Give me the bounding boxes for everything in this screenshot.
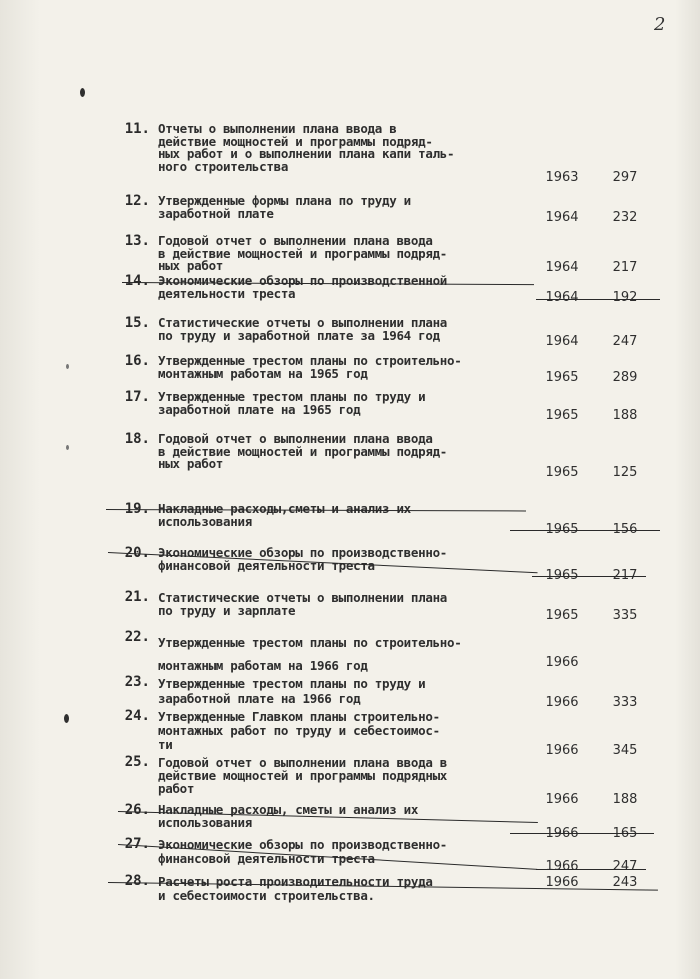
entry-title-line: Накладные расходы,сметы и анализ их (158, 501, 411, 516)
entry-title-line: Утвержденные трестом планы по строительно- (158, 353, 462, 368)
entry-title-line: Экономические обзоры по производственно- (158, 837, 448, 852)
entry-sheet-count: 156 (612, 522, 638, 537)
entry-sheet-count: 247 (612, 859, 638, 874)
entry-title-line: Отчеты о выполнении плана ввода в (158, 121, 397, 136)
entry (0, 590, 700, 626)
entry-year: 1965 (545, 465, 579, 480)
entry-sheet-count: 232 (612, 210, 638, 225)
entry-title-line: ного строительства (158, 158, 289, 174)
entry (0, 354, 700, 390)
entry-title (158, 676, 528, 706)
entry (0, 390, 700, 426)
entry (0, 874, 700, 914)
entry-number: 20. (124, 545, 150, 561)
entry-sheet-count: 243 (612, 875, 638, 890)
entry (0, 316, 700, 352)
entry-title (158, 433, 528, 471)
entry-year: 1966 (545, 875, 579, 890)
entry-title (158, 631, 528, 677)
entry-title (158, 123, 528, 173)
entry-number: 11. (124, 121, 150, 137)
entry-title-line: использования (158, 814, 252, 830)
entry-title-line: по труду и заработной плате за 1964 год (158, 327, 440, 343)
entry-year: 1965 (545, 370, 579, 385)
entry-number: 16. (124, 353, 150, 369)
entry-year: 1963 (545, 170, 579, 185)
entry-title-line: Утвержденные трестом планы по труду и (158, 676, 426, 691)
entry (0, 755, 700, 805)
entry (0, 122, 700, 192)
entry-number: 18. (124, 431, 150, 447)
entry-year: 1965 (545, 408, 579, 423)
entry-year: 1964 (545, 210, 579, 225)
entry-year: 1965 (545, 568, 579, 583)
strikethrough-line (532, 576, 646, 577)
entry-title-line: ных работ и о выполнении плана капи таль- (158, 146, 455, 162)
entry-year: 1964 (545, 290, 579, 305)
entry-title-line: заработной плате на 1966 год (158, 691, 361, 706)
entry-year: 1966 (545, 655, 579, 670)
entry-title (158, 875, 528, 903)
entry (0, 802, 700, 841)
entry-title-line: заработной плате (158, 205, 274, 221)
entry (0, 274, 700, 310)
entry-title (158, 838, 528, 866)
entry-title-line: ных работ (158, 456, 224, 472)
entry-title-line: в действие мощностей и программы подряд- (158, 245, 448, 261)
entry-number: 17. (124, 389, 150, 405)
entry-number: 27. (124, 836, 150, 852)
entry-title-line: и себестоимости строительства. (158, 888, 375, 903)
entry-year: 1964 (545, 334, 579, 349)
strikethrough-line (510, 833, 654, 834)
entry-number: 28. (124, 873, 150, 889)
entry-title-line: ти (158, 737, 173, 752)
entry-number: 13. (124, 233, 150, 249)
entry-year: 1966 (545, 695, 579, 710)
entry-sheet-count: 335 (612, 608, 638, 623)
entry (0, 432, 700, 488)
entry-title-line: монтажным работам на 1965 год (158, 365, 368, 381)
entry (0, 837, 700, 873)
entry-sheet-count: 345 (612, 743, 638, 758)
entry-title-line: Накладные расходы, сметы и анализ их (158, 802, 419, 817)
entry-title-line: Статистические отчеты о выполнении плана (158, 590, 448, 605)
entry (0, 675, 700, 711)
entry-sheet-count: 125 (612, 465, 638, 480)
entry-title-line: Статистические отчеты о выполнении плана (158, 315, 448, 330)
entry-sheet-count: 188 (612, 792, 638, 807)
entry-title-line: по труду и зарплате (158, 602, 296, 618)
entry-number: 21. (124, 589, 150, 605)
strikethrough-line (536, 299, 660, 300)
entry-sheet-count: 165 (612, 826, 638, 841)
entry-title-line: работ (158, 781, 195, 796)
entry (0, 708, 700, 758)
entry-title (158, 355, 528, 380)
entry-number: 14. (124, 273, 150, 289)
binding-hole-mark (80, 88, 85, 97)
entry-number: 23. (124, 674, 150, 690)
entry-title-line: использования (158, 513, 252, 529)
page-number: 2 (654, 14, 666, 35)
entry-title-line: Годовой отчет о выполнении плана ввода (158, 431, 433, 446)
entry-number: 24. (124, 708, 150, 724)
entry-title-line: Годовой отчет о выполнении плана ввода (158, 233, 433, 248)
entry (0, 194, 700, 230)
entry-year: 1965 (545, 608, 579, 623)
entry-sheet-count: 333 (612, 695, 638, 710)
entry-title-line: Расчеты роста производительности труда (158, 874, 433, 889)
entry-sheet-count: 297 (612, 170, 638, 185)
entry-number: 22. (124, 629, 150, 645)
entry-title (158, 710, 528, 752)
entry-number: 12. (124, 193, 150, 209)
entry-title (158, 756, 528, 795)
entry-sheet-count: 192 (612, 290, 638, 305)
entry-title (158, 275, 528, 300)
entry-number: 26. (124, 802, 150, 818)
entry-title-line: монтажных работ по труду и себестоимос- (158, 723, 440, 738)
entry-title-line: Годовой отчет о выполнении плана ввода в (158, 755, 448, 770)
entry-year: 1964 (545, 260, 579, 275)
entry-title (158, 195, 528, 220)
entry-title (158, 592, 528, 617)
entry-year: 1966 (545, 826, 579, 841)
entry (0, 546, 700, 582)
entry-sheet-count: 247 (612, 334, 638, 349)
entry-title-line: Утвержденные Главком планы строительно- (158, 709, 440, 724)
entry-number: 15. (124, 315, 150, 331)
entry (0, 502, 700, 538)
entry-title-line: Утвержденные трестом планы по строительно- (158, 635, 462, 650)
entry-year: 1966 (545, 743, 579, 758)
entry-title-line: ных работ (158, 258, 224, 274)
entry-title-line: финансовой деятельности треста (158, 557, 375, 573)
entry-sheet-count: 188 (612, 408, 638, 423)
entry-title-line: монтажным работам на 1966 год (158, 658, 368, 673)
strikethrough-line (536, 869, 646, 870)
entry-title-line: Экономические обзоры по производственно- (158, 545, 448, 560)
entry-year: 1966 (545, 792, 579, 807)
entry-title-line: в действие мощностей и программы подряд- (158, 443, 448, 459)
entry-title-line: действие мощностей и программы подрядных (158, 768, 448, 783)
entry-title-line: финансовой деятельности треста (158, 851, 375, 866)
entry-sheet-count: 289 (612, 370, 638, 385)
strikethrough-line (510, 530, 660, 531)
entry (0, 629, 700, 673)
entry-title (158, 391, 528, 416)
entry-sheet-count: 217 (612, 568, 638, 583)
entry-title-line: заработной плате на 1965 год (158, 401, 361, 417)
entry-number: 19. (124, 501, 150, 517)
entry-title-line: Утвержденные формы плана по труду и (158, 193, 411, 208)
entry (0, 234, 700, 278)
entry-title (158, 503, 528, 528)
entry-number: 25. (124, 754, 150, 770)
entry-title (158, 235, 528, 273)
entry-title-line: деятельности треста (158, 285, 296, 301)
entry-title-line: Экономические обзоры по производственной (158, 273, 448, 288)
entry-title-line: Утвержденные трестом планы по труду и (158, 389, 426, 404)
entry-year: 1965 (545, 522, 579, 537)
entry-title-line: действие мощностей и программы подряд- (158, 133, 433, 149)
entry-sheet-count: 217 (612, 260, 638, 275)
entry-title (158, 317, 528, 342)
entry-year: 1966 (545, 859, 579, 874)
